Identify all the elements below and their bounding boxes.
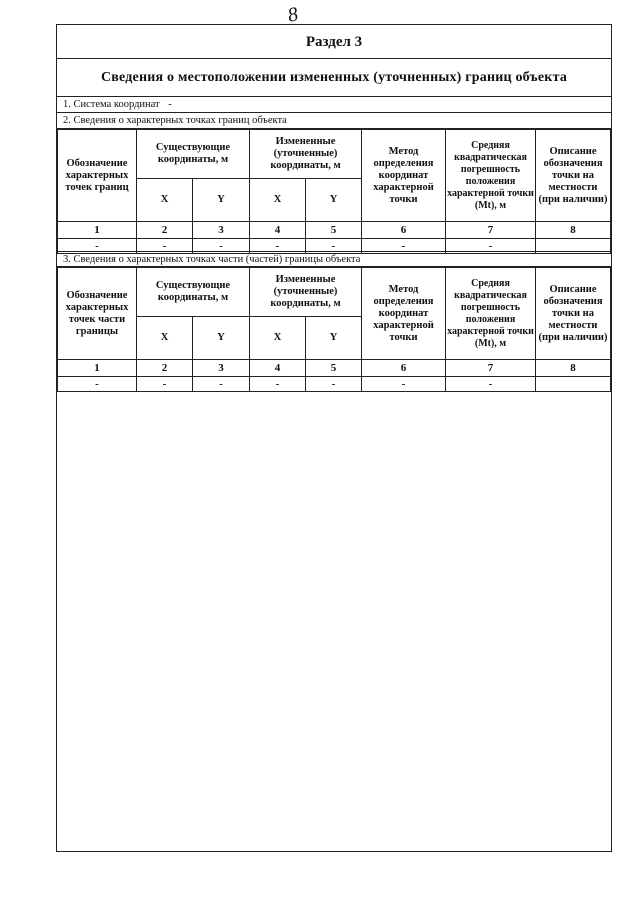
part3-header-changed: Измененные (уточненные) координаты, м	[250, 268, 362, 317]
table-cell: -	[306, 239, 362, 254]
part2-header-changed: Измененные (уточненные) координаты, м	[250, 130, 362, 179]
page-number: 8	[285, 3, 301, 27]
column-number: 1	[58, 360, 137, 377]
part2-number-row	[58, 222, 611, 239]
part2-table	[57, 129, 611, 254]
part3-header-existing-y: Y	[193, 317, 250, 360]
column-number: 3	[193, 222, 250, 239]
part3-table	[57, 267, 611, 392]
column-number: 6	[362, 360, 446, 377]
part2-header-designation: Обозначение характерных точек границ	[58, 130, 137, 222]
column-number: 7	[446, 222, 536, 239]
part3-heading: 3. Сведения о характерных точках части (частей) границы объекта	[57, 251, 611, 267]
table-cell: -	[362, 239, 446, 254]
coordinate-system-row	[57, 97, 611, 113]
part3-header-description: Описание обозначения точки на местности (при наличии)	[536, 268, 611, 360]
part2-header-error: Средняя квадратическая погрешность положения характерной точки (Mt), м	[446, 130, 536, 222]
coordinate-system-label: 1. Система координат	[63, 99, 160, 110]
part2-header-method: Метод определения координат характерной точки	[362, 130, 446, 222]
column-number: 2	[137, 360, 193, 377]
table-cell: -	[306, 377, 362, 392]
column-number: 4	[250, 360, 306, 377]
part3-header-existing: Существующие координаты, м	[137, 268, 250, 317]
table-cell: -	[250, 377, 306, 392]
part3-number-row	[58, 360, 611, 377]
part2-header-changed-x: X	[250, 179, 306, 222]
table-cell	[536, 377, 611, 392]
part2-header-description: Описание обозначения точки на местности (при наличии)	[536, 130, 611, 222]
table-cell: -	[58, 377, 137, 392]
column-number: 8	[536, 222, 611, 239]
table-row	[58, 377, 611, 392]
table-cell: -	[446, 239, 536, 254]
part2-header-existing: Существующие координаты, м	[137, 130, 250, 179]
table-cell: -	[250, 239, 306, 254]
table-cell: -	[362, 377, 446, 392]
column-number: 3	[193, 360, 250, 377]
part2-header-existing-x: X	[137, 179, 193, 222]
column-number: 8	[536, 360, 611, 377]
column-number: 5	[306, 360, 362, 377]
part2-heading: 2. Сведения о характерных точках границ объекта	[57, 113, 611, 129]
part3-header-designation: Обозначение характерных точек части границы	[58, 268, 137, 360]
table-cell: -	[193, 377, 250, 392]
part3-header-changed-y: Y	[306, 317, 362, 360]
part3-header-error: Средняя квадратическая погрешность положения характерной точки (Mt), м	[446, 268, 536, 360]
coordinate-system-value: -	[168, 99, 172, 110]
section-title: Раздел 3	[57, 25, 611, 59]
column-number: 1	[58, 222, 137, 239]
part2-header-existing-y: Y	[193, 179, 250, 222]
column-number: 2	[137, 222, 193, 239]
table-cell: -	[446, 377, 536, 392]
column-number: 4	[250, 222, 306, 239]
table-cell: -	[193, 239, 250, 254]
part3-header-existing-x: X	[137, 317, 193, 360]
column-number: 6	[362, 222, 446, 239]
document-frame	[56, 24, 612, 852]
part2-header-changed-y: Y	[306, 179, 362, 222]
column-number: 7	[446, 360, 536, 377]
table-cell: -	[137, 239, 193, 254]
table-cell: -	[58, 239, 137, 254]
table-cell: -	[137, 377, 193, 392]
section-subtitle: Сведения о местоположении измененных (уточненных) границ объекта	[57, 59, 611, 97]
part3-header-changed-x: X	[250, 317, 306, 360]
column-number: 5	[306, 222, 362, 239]
part3-header-method: Метод определения координат характерной точки	[362, 268, 446, 360]
